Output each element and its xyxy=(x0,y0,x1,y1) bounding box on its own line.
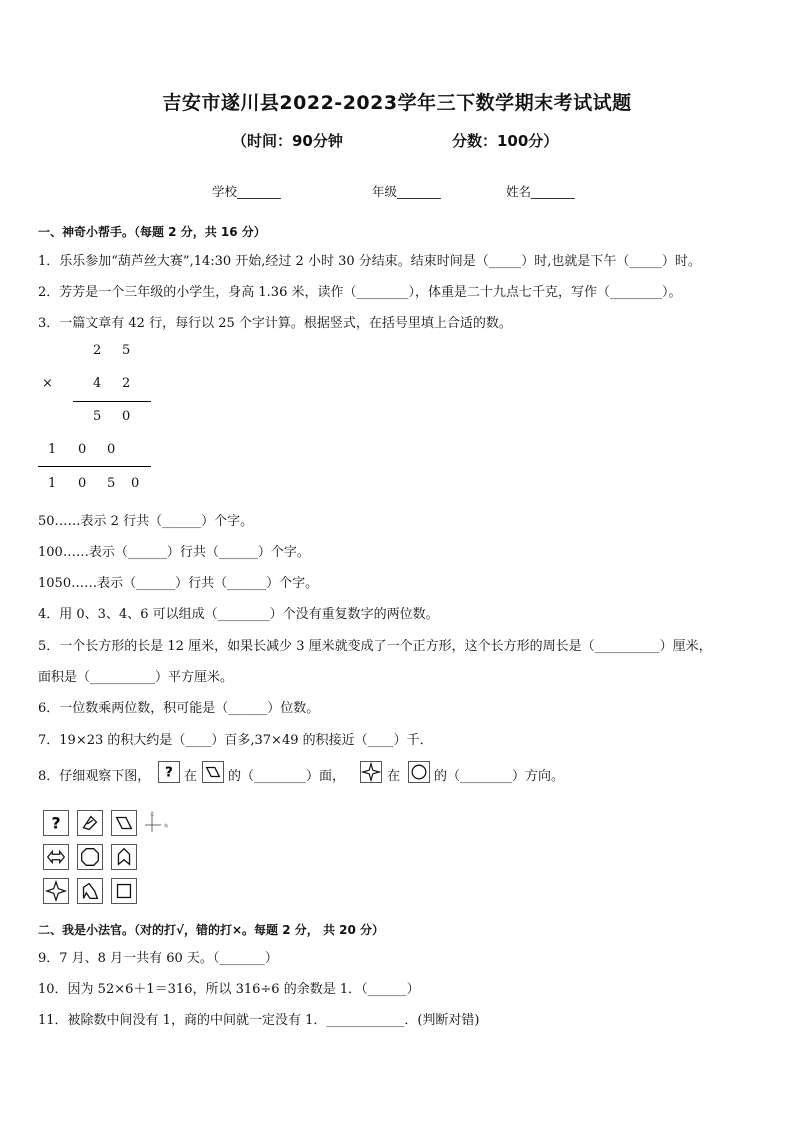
section1-heading: 一、神奇小帮手。（每题 2 分，共 16 分） xyxy=(38,225,266,239)
bookmark-shape-icon xyxy=(111,844,137,870)
parallelogram-icon xyxy=(111,810,137,836)
question-10: 10．因为 52×6＋1＝316，所以 316÷6 的余数是 1．（______） xyxy=(38,982,420,997)
digit: 2 xyxy=(122,376,131,391)
svg-text:?: ? xyxy=(165,764,173,781)
question-8-in1: 在 xyxy=(184,769,198,784)
digit: 0 xyxy=(78,442,87,457)
exam-score: 分数：100分） xyxy=(452,132,559,150)
leaf-shape-icon xyxy=(77,810,103,836)
digit: 5 xyxy=(93,409,102,424)
question-8-in2: 在 xyxy=(387,769,401,784)
compass-icon xyxy=(142,810,172,836)
rule-line xyxy=(73,401,151,402)
octagon-icon xyxy=(408,761,430,783)
question-6: 6．一位数乘两位数，积可能是（______）位数。 xyxy=(38,701,320,716)
question-8-prefix: 8．仔细观察下图， xyxy=(38,769,151,784)
times-sign: × xyxy=(42,376,53,391)
grade-field: 年级_______ xyxy=(372,184,441,199)
question-3: 3．一篇文章有 42 行，每行以 25 个字计算。根据竖式，在括号里填上合适的数。 xyxy=(38,316,512,331)
question-7: 7．19×23 的积大约是（____）百多,37×49 的积接近（____）千． xyxy=(38,733,433,748)
digit: 5 xyxy=(107,476,116,491)
page-title: 吉安市遂川县2022-2023学年三下数学期末考试试题 xyxy=(162,92,632,114)
question-mark-icon xyxy=(43,810,69,836)
compass-east-label: 东 xyxy=(164,823,168,828)
section2-heading: 二、我是小法官。（对的打√，错的打×。每题 2 分， 共 20 分） xyxy=(38,923,384,937)
digit: 1 xyxy=(48,442,57,457)
parallelogram-icon xyxy=(202,761,224,783)
question-3a: 50……表示 2 行共（______）个字。 xyxy=(38,514,254,529)
question-2: 2．芳芳是一个三年级的小学生，身高 1.36 米，读作（________），体重是二十九点七千克，写作（________）。 xyxy=(38,285,682,300)
question-8-end: 的（________）方向。 xyxy=(434,769,565,784)
rule-line xyxy=(38,466,151,467)
question-8-mid: 的（________）面， xyxy=(228,769,346,784)
svg-text:?: ? xyxy=(51,813,61,833)
exam-time: （时间：90分钟 xyxy=(232,132,343,150)
question-3c: 1050……表示（______）行共（______）个字。 xyxy=(38,576,319,591)
digit: 0 xyxy=(122,409,131,424)
digit: 0 xyxy=(131,476,140,491)
question-9: 9．7 月、8 月一共有 60 天。（_______） xyxy=(38,951,278,966)
digit: 4 xyxy=(93,376,102,391)
digit: 0 xyxy=(78,476,87,491)
question-1: 1．乐乐参加“葫芦丝大赛”,14:30 开始,经过 2 小时 30 分结束。结束时间是（_____）时,也就是下午（_____）时。 xyxy=(38,254,701,269)
question-mark-icon xyxy=(158,761,180,783)
digit: 1 xyxy=(48,476,57,491)
hook-shape-icon xyxy=(77,878,103,904)
four-point-star-icon xyxy=(360,761,382,783)
question-5b: 面积是（__________）平方厘米。 xyxy=(38,670,234,685)
school-field: 学校_______ xyxy=(212,184,281,199)
double-arrow-icon xyxy=(43,844,69,870)
question-11: 11．被除数中间没有 1，商的中间就一定没有 1．____________．(判断对错) xyxy=(38,1013,480,1028)
name-field: 姓名_______ xyxy=(506,184,575,199)
octagon-icon xyxy=(77,844,103,870)
digit: 2 xyxy=(93,343,102,358)
question-4: 4．用 0、3、4、6 可以组成（________）个没有重复数字的两位数。 xyxy=(38,607,439,622)
question-5a: 5．一个长方形的长是 12 厘米，如果长减少 3 厘米就变成了一个正方形，这个长方形的周长是（__________）厘米， xyxy=(38,639,712,654)
compass-north-label: 北 xyxy=(150,811,154,816)
question-3b: 100……表示（______）行共（______）个字。 xyxy=(38,545,310,560)
four-point-star-icon xyxy=(43,878,69,904)
square-icon xyxy=(111,878,137,904)
digit: 0 xyxy=(107,442,116,457)
digit: 5 xyxy=(122,343,131,358)
